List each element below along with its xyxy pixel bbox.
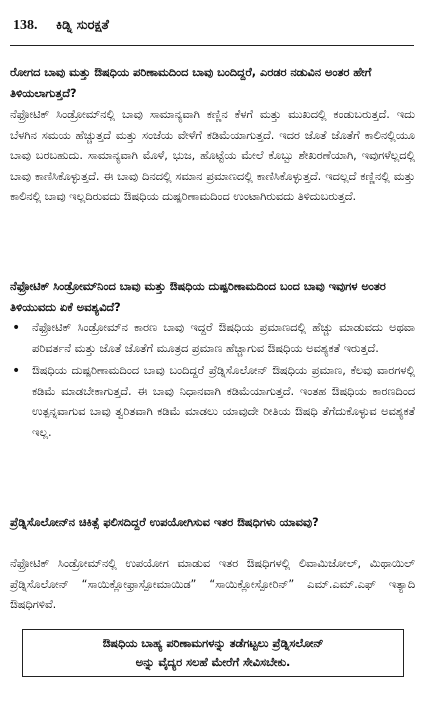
- list-item-text: ಔಷಧಿಯ ದುಷ್ಪರಿಣಾಮದಿಂದ ಬಾವು ಬಂದಿದ್ದರೆ ಪ್ರೆಡ್ನಿಸೊಲೋನ್ ಔಷಧಿಯ ಪ್ರಮಾಣ, ಕೆಲವು ವಾರಗಳಲ್ಲಿ ಕಡಿಮೆ ಮಾಡಬೇಕಾಗುತ್ತದೆ. ಈ ಬಾವು ನಿಧಾನವಾಗಿ ಕಡಿಮೆಯಾಗುತ್ತದೆ. ಇಂತಹ ಔಷಧಿಯ ಕಾರಣದಿಂದ ಉತ್ಪನ್ನವಾಗುವ ಬಾವು ತ್ವರಿತವಾಗಿ ಕಡಿಮೆ ಮಾಡಲು ಯಾವುದೇ ರೀತಿಯ ಔಷಧಿ ತೆಗೆದುಕೊಳ್ಳುವ ಅವಶ್ಯಕತೆ ಇಲ್ಲ.: [32, 364, 415, 439]
- bullet-icon: •: [12, 320, 21, 336]
- header-rule: [10, 45, 414, 46]
- note-box: [22, 629, 404, 677]
- list-item: [10, 318, 415, 359]
- note-line-2: ಅನ್ನು ವೈದ್ಯರ ಸಲಹೆ ಮೇರೆಗೆ ಸೇವಿಸಬೇಕು.: [135, 656, 291, 669]
- page-number: 138.: [13, 18, 38, 33]
- question-3: ಪ್ರೆಡ್ನಿಸೊಲೋನ್‌ನ ಚಿಕಿತ್ಸೆ ಫಲಿಸದಿದ್ದರೆ ಉಪಯೋಗಿಸುವ ಇತರ ಔಷಧಿಗಳು ಯಾವವು?: [10, 516, 319, 529]
- answer-2-list: [10, 318, 415, 443]
- note-line-1: ಔಷಧಿಯ ಬಾಹ್ಯ ಪರಿಣಾಮಗಳನ್ನು ತಡೆಗಟ್ಟಲು ಪ್ರೆಡ್ನಿಸಲೋನ್: [102, 637, 324, 650]
- bullet-icon: •: [12, 363, 21, 379]
- list-item: [10, 361, 415, 443]
- list-item-text: ನೆಫ್ರೋಟಿಕ್ ಸಿಂಡ್ರೋಮ್‌ನ ಕಾರಣ ಬಾವು ಇದ್ದರೆ ಔಷಧಿಯ ಪ್ರಮಾಣದಲ್ಲಿ ಹೆಚ್ಚು ಮಾಡುವದು ಅಥವಾ ಪರಿವರ್ತನೆ ಮತ್ತು ಜೊತೆ ಜೊತೆಗೆ ಮೂತ್ರದ ಪ್ರಮಾಣ ಹೆಚ್ಚಾಗುವ ಔಷಧಿಯ ಅವಶ್ಯಕತೆ ಇರುತ್ತದೆ.: [32, 321, 415, 355]
- question-2: ನೆಫ್ರೋಟಿಕ್ ಸಿಂಡ್ರೋಮ್‌ನಿಂದ ಬಾವು ಮತ್ತು ಔಷಧಿಯ ದುಷ್ಪರಿಣಾಮದಿಂದ ಬಂದ ಬಾವು ಇವುಗಳ ಅಂತರ ತಿಳಿಯುವದು ಏಕೆ ಅವಶ್ಯವಿದೆ?: [10, 280, 386, 314]
- answer-3: ನೆಫ್ರೋಟಿಕ್ ಸಿಂಡ್ರೋಮ್‌ನಲ್ಲಿ ಉಪಯೋಗ ಮಾಡುವ ಇತರ ಔಷಧಿಗಳಲ್ಲಿ ಲಿವಾಮಿಜೋಲ್, ಮಿಥಾಯಿಲ್ ಪ್ರೆಡ್ನಿಸೊಲೋನ್ “ಸಾಯಿಕ್ಲೋಫ್ರಾಸ್ಪೋಮಾಯಿಡ” “ಸಾಯಿಕ್ಲೋಸ್ಪೋರಿನ್” ಎಮ್.ಎಮ್.ಎಫ್ ಇತ್ಯಾದಿ ಔಷಧಿಗಳಿವೆ.: [10, 557, 415, 611]
- chapter-title: ಕಿಡ್ನಿ ಸುರಕ್ಷತೆ: [56, 18, 109, 33]
- question-1: ರೋಗದ ಬಾವು ಮತ್ತು ಔಷಧಿಯ ಪರಿಣಾಮದಿಂದ ಬಾವು ಬಂದಿದ್ದರೆ, ಎರಡರ ನಡುವಿನ ಅಂತರ ಹೇಗೆ ತಿಳಿಯಲಾಗುತ್ತದೆ?: [10, 66, 372, 100]
- page-header: [13, 18, 109, 34]
- answer-1: ನೆಫ್ರೋಟಿಕ್ ಸಿಂಡ್ರೋಮ್‌ನಲ್ಲಿ ಬಾವು ಸಾಮಾನ್ಯವಾಗಿ ಕಣ್ಣಿನ ಕೆಳಗೆ ಮತ್ತು ಮುಖದಲ್ಲಿ ಕಂಡುಬರುತ್ತದೆ. ಇದು ಬೆಳಗಿನ ಸಮಯ ಹೆಚ್ಚುತ್ತದೆ ಮತ್ತು ಸಂಜೆಯ ವೇಳೆಗೆ ಕಡಿಮೆಯಾಗುತ್ತದೆ. ಇದರ ಜೊತೆ ಜೊತೆಗೆ ಕಾಲಿನಲ್ಲಿಯೂ ಬಾವು ಬರಬಹುದು. ಸಾಮಾನ್ಯವಾಗಿ ಮೊಳೆ, ಭುಜ, ಹೊಟ್ಟೆಯ ಮೇಲೆ ಕೊಬ್ಬು ಶೇಖರಣೆಯಾಗಿ, ಇವುಗಳೆಲ್ಲದಲ್ಲಿ ಬಾವು ಕಾಣಿಸಿಕೊಳ್ಳುತ್ತದೆ. ಈ ಬಾವು ದಿನದಲ್ಲಿ ಸಮಾನ ಪ್ರಮಾಣದಲ್ಲಿ ಕಾಣಿಸಿಕೊಳ್ಳುತ್ತದೆ. ಇದಲ್ಲದೆ ಕಣ್ಣಿನಲ್ಲಿ ಮತ್ತು ಕಾಲಿನಲ್ಲಿ ಬಾವು ಇಲ್ಲದಿರುವದು ಔಷಧಿಯ ದುಷ್ಪರಿಣಾಮದಿಂದ ಉಂಟಾಗಿರುವದು ತಿಳಿದುಬರುತ್ತದೆ.: [10, 108, 415, 203]
